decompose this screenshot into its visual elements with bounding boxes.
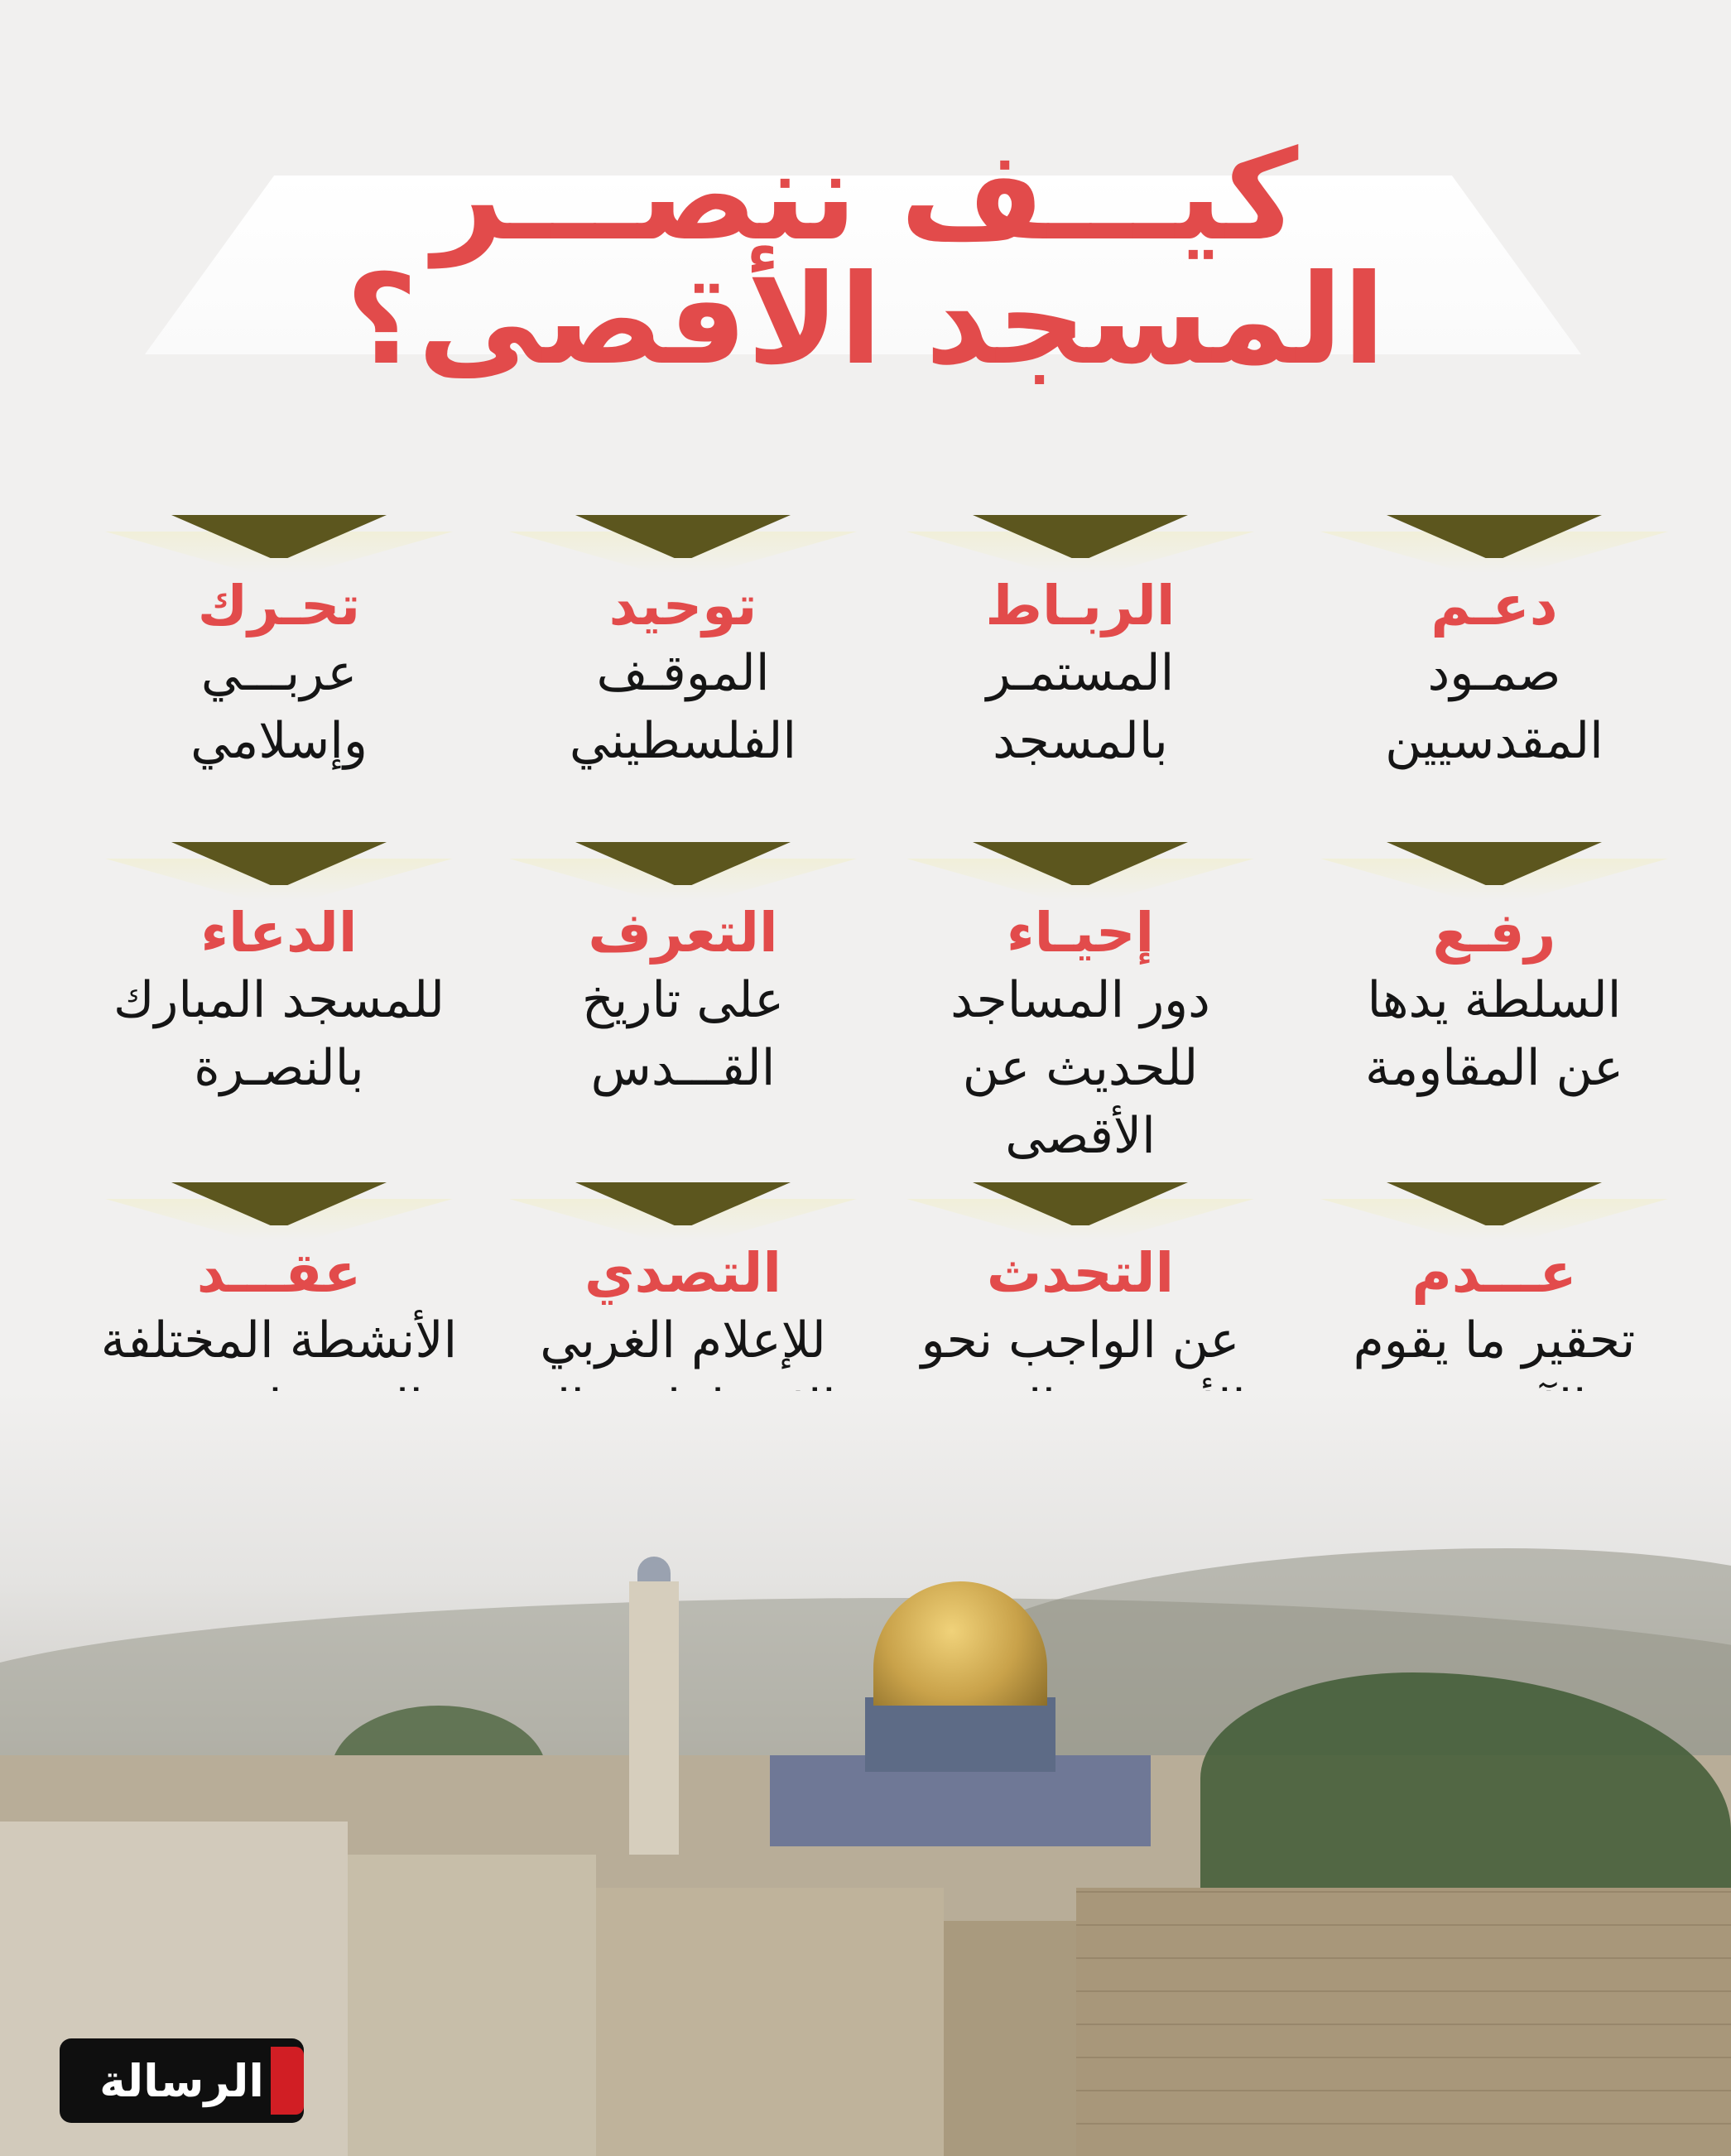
tip-heading: عقـــد: [196, 1241, 362, 1305]
chevron-down-icon: [509, 515, 857, 573]
chevron-down-icon: [105, 842, 453, 900]
page-title-line-2: المسجد الأقصى؟: [345, 248, 1386, 392]
tip-description: للمسجد المبارك بالنصـرة: [113, 971, 445, 1097]
brand-logo: [60, 2038, 304, 2123]
tip-card: [488, 515, 878, 775]
tip-card: [488, 842, 878, 1102]
chevron-down-icon: [1320, 1182, 1668, 1240]
tip-description: عربـــي وإسلامي: [190, 644, 368, 770]
western-wall: [1076, 1888, 1731, 2156]
tip-heading: الدعاء: [200, 901, 358, 965]
tip-heading: تحـرك: [197, 574, 361, 638]
chevron-down-icon: [105, 515, 453, 573]
chevron-down-icon: [509, 1182, 857, 1240]
tip-description: الأنشطة المختلفة: [100, 1311, 458, 1369]
tip-description: الموقـف الفلسطيني: [569, 644, 797, 770]
chevron-down-icon: [509, 842, 857, 900]
chevron-down-icon: [906, 515, 1254, 573]
tip-heading: التحدث: [986, 1241, 1175, 1305]
tip-heading: رفـع: [1432, 901, 1556, 965]
tip-description: السلطة يدها عن المقاومة: [1364, 971, 1624, 1097]
chevron-down-icon: [906, 842, 1254, 900]
tip-heading: إحيـاء: [1006, 901, 1155, 965]
tip-description: للإعلام الغربي: [540, 1311, 826, 1369]
tip-heading: عـــدم: [1411, 1241, 1577, 1305]
tip-card: [886, 515, 1275, 775]
tip-card: [84, 515, 474, 775]
tip-heading: دعـم: [1430, 574, 1558, 638]
tip-description: على تاريخ القـــدس: [581, 971, 785, 1097]
tip-description: صمـود المقدسيين: [1385, 644, 1604, 770]
tip-card: [1300, 842, 1689, 1102]
chevron-down-icon: [1320, 842, 1668, 900]
tip-description: دور المساجد للحديث عن الأقصى: [950, 971, 1210, 1165]
tip-heading: الربـاط: [985, 574, 1176, 638]
tip-heading: توحيد: [608, 574, 757, 638]
tip-heading: التعرف: [588, 901, 778, 965]
tip-card: [84, 842, 474, 1102]
tip-heading: التصدي: [584, 1241, 781, 1305]
chevron-down-icon: [105, 1182, 453, 1240]
logo-text: الرسالة: [99, 2054, 264, 2107]
tip-card: [886, 842, 1275, 1170]
tip-description: المستمـر بالمسجد: [986, 644, 1175, 770]
tip-description: عن الواجب نحو: [921, 1311, 1240, 1369]
tip-description: تحقير ما يقوم: [1353, 1311, 1636, 1369]
page-title-line-1: كيـــف ننصـــر: [432, 124, 1299, 268]
chevron-down-icon: [1320, 515, 1668, 573]
chevron-down-icon: [906, 1182, 1254, 1240]
tip-card: [1300, 515, 1689, 775]
